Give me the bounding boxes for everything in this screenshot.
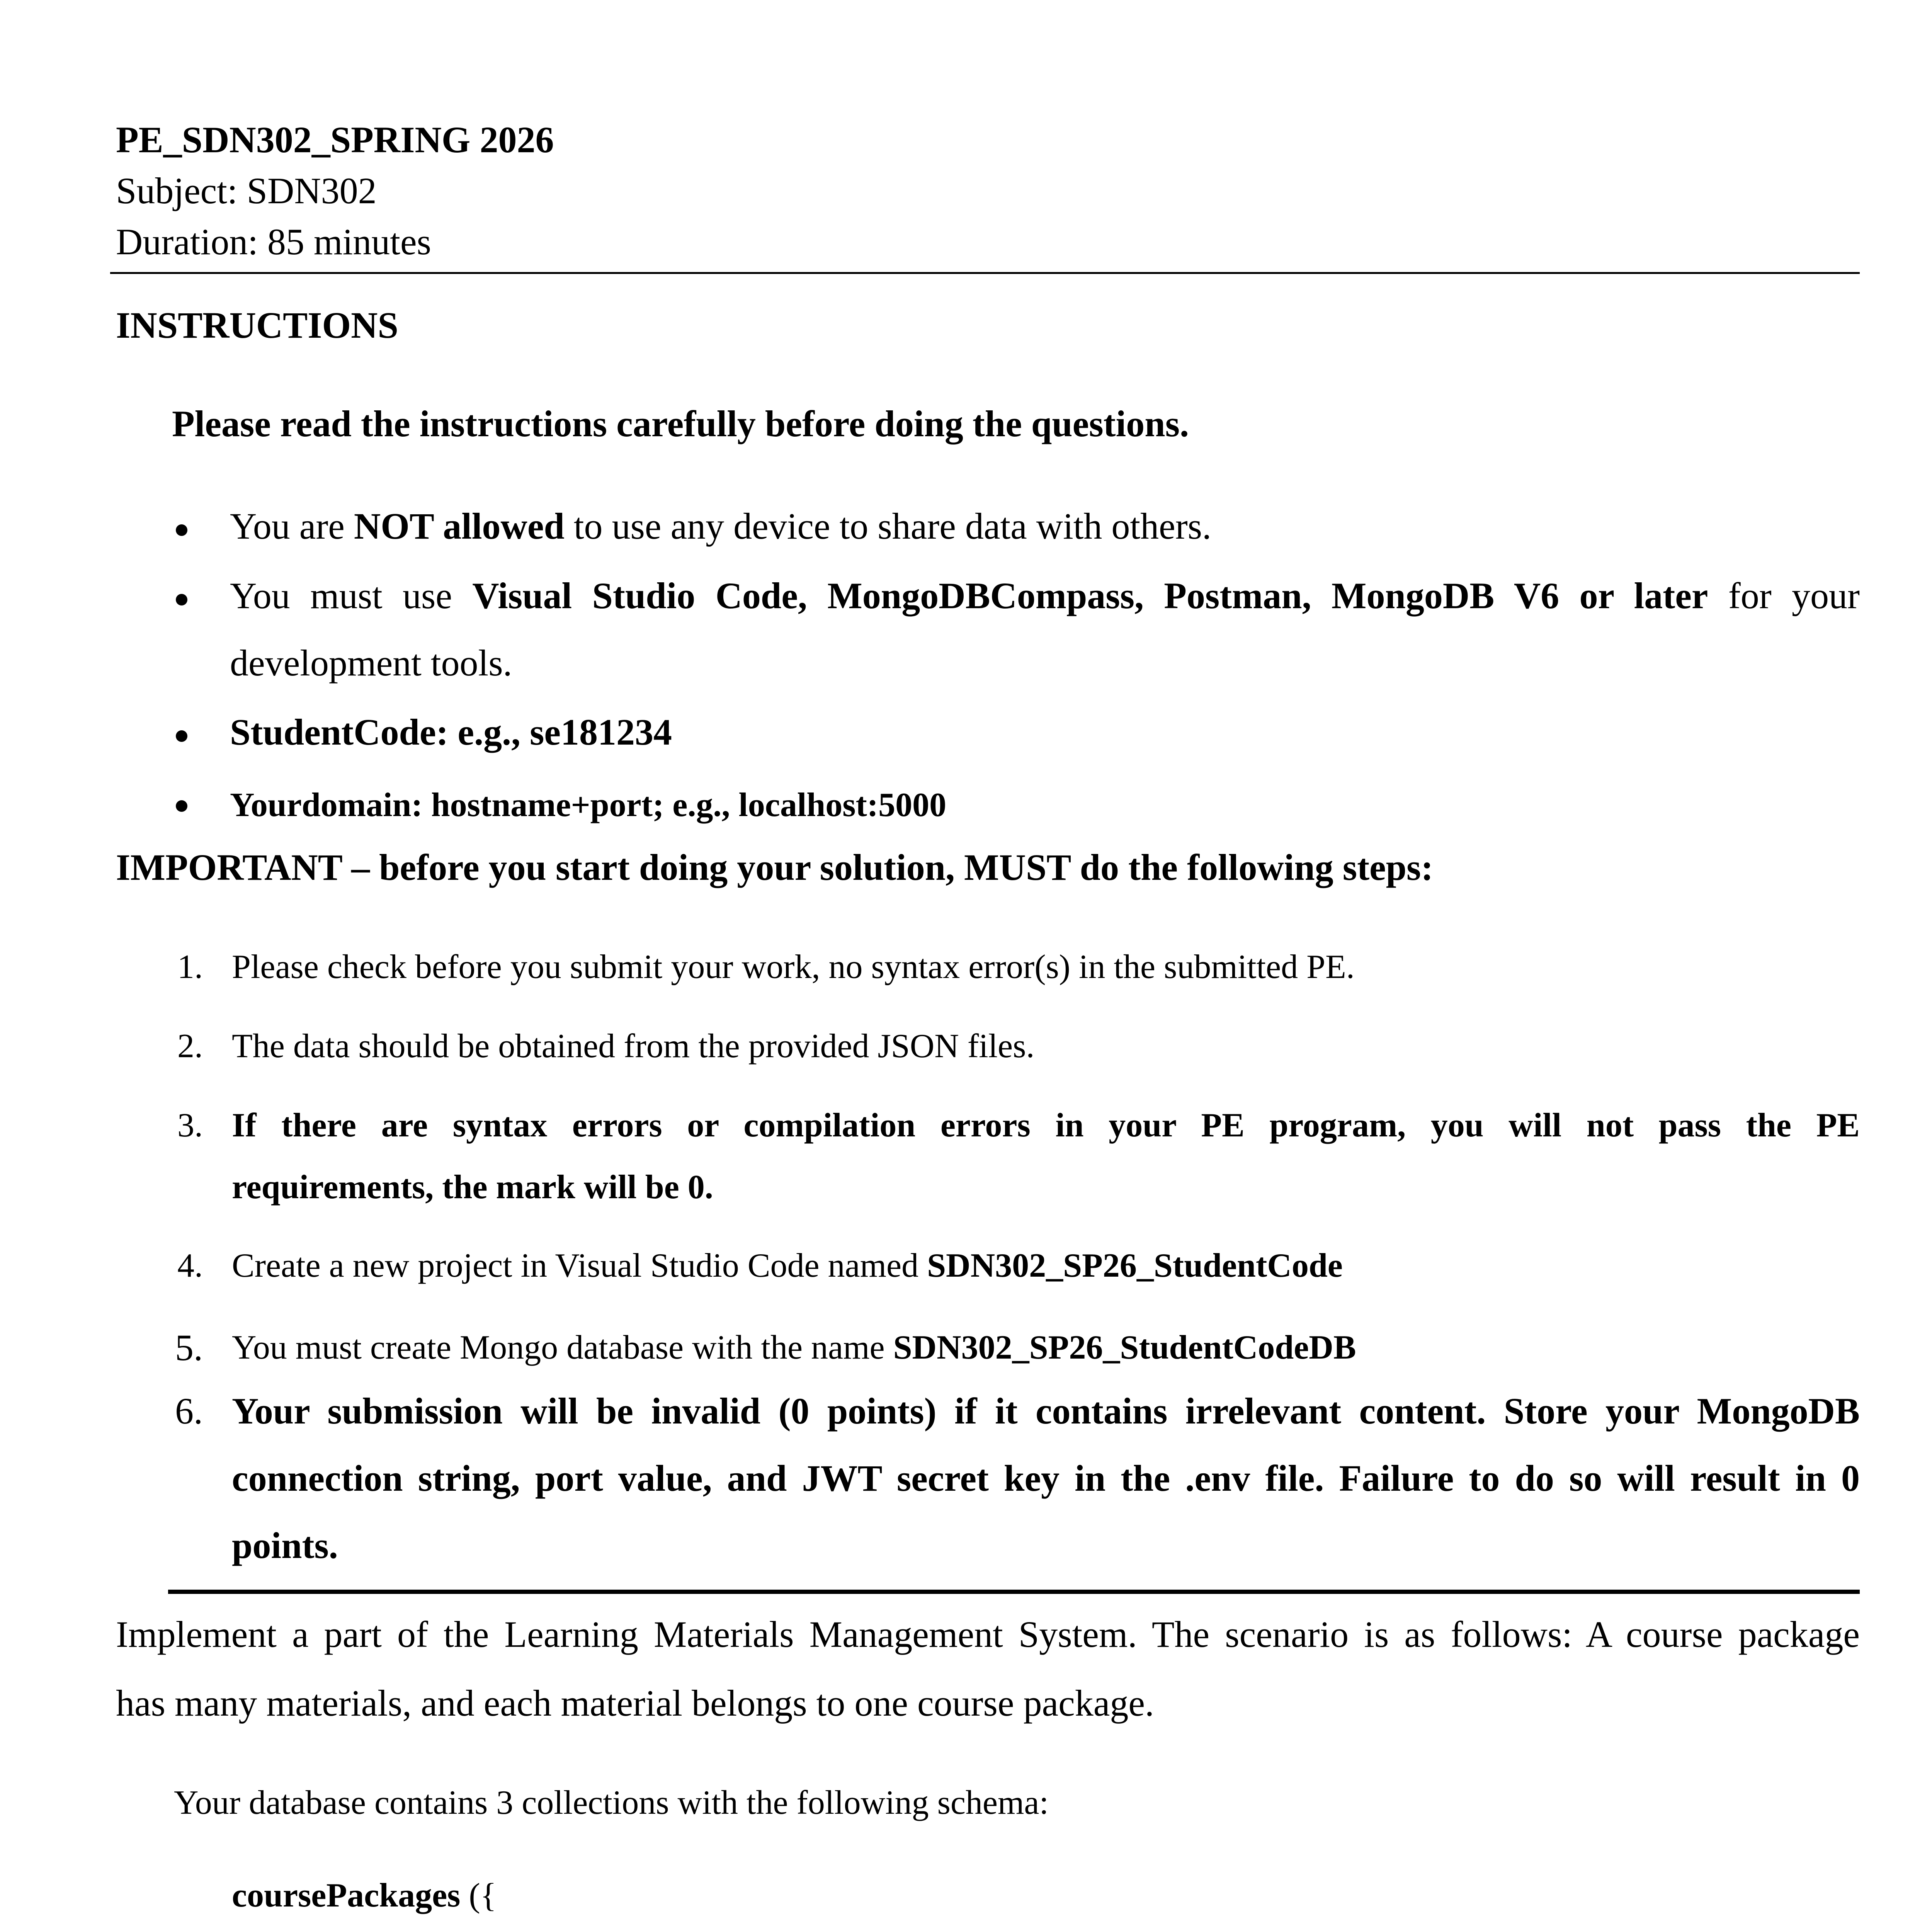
bullet-item-device	[230, 505, 1211, 548]
step-number: 5.	[175, 1327, 203, 1368]
bullet-item-tools-continued: development tools.	[230, 642, 512, 684]
step-text: If there are syntax errors or compilation errors in your PE program, you will not pass the PE	[232, 1107, 1860, 1144]
step-text: Your submission will be invalid (0 points) if it contains irrelevant content. Store your MongoDB	[232, 1390, 1860, 1432]
step-text: requirements, the mark will be 0.	[232, 1168, 713, 1206]
step-text: The data should be obtained from the provided JSON files.	[232, 1027, 1035, 1065]
section-divider	[168, 1590, 1860, 1594]
important-heading: IMPORTANT – before you start doing your solution, MUST do the following steps:	[116, 847, 1434, 888]
bullet-text: You must use	[230, 575, 473, 616]
step-text: Please check before you submit your work, no syntax error(s) in the submitted PE.	[232, 948, 1355, 986]
subject-line: Subject: SDN302	[116, 170, 377, 211]
bullet-text: You are	[230, 505, 354, 547]
step-number: 6.	[175, 1390, 203, 1432]
step-text: points.	[232, 1525, 338, 1566]
scenario-paragraph-line: Implement a part of the Learning Materials Management System. The scenario is as follows: A course package	[116, 1614, 1860, 1655]
step-text	[232, 1246, 1343, 1285]
exam-code: PE_SDN302_SPRING 2026	[116, 119, 554, 160]
bullet-dot	[176, 594, 187, 605]
step-number: 1.	[177, 948, 203, 986]
step-number: 2.	[177, 1027, 203, 1065]
header-divider	[110, 272, 1860, 274]
bullet-dot	[176, 524, 187, 536]
bullet-item-yourdomain: Yourdomain: hostname+port; e.g., localhost:5000	[230, 786, 947, 824]
schema-intro: Your database contains 3 collections with the following schema:	[174, 1784, 1049, 1821]
step-text-plain: Create a new project in Visual Studio Code named	[232, 1247, 927, 1284]
database-name: SDN302_SP26_StudentCodeDB	[893, 1329, 1356, 1366]
collection-name: coursePackages	[232, 1877, 461, 1914]
bullet-bold: Visual Studio Code, MongoDBCompass, Postman, MongoDB V6 or later	[472, 575, 1708, 616]
bullet-text: for your	[1708, 575, 1860, 616]
bullet-item-tools	[230, 574, 1860, 617]
step-text: connection string, port value, and JWT secret key in the .env file. Failure to do so will result in 0	[232, 1458, 1860, 1499]
bullet-item-studentcode: StudentCode: e.g., se181234	[230, 711, 672, 753]
instructions-heading: INSTRUCTIONS	[116, 304, 398, 346]
project-name: SDN302_SP26_StudentCode	[927, 1247, 1343, 1284]
step-number: 4.	[177, 1247, 203, 1284]
step-number: 3.	[177, 1107, 203, 1144]
scenario-paragraph-line: has many materials, and each material belongs to one course package.	[116, 1682, 1154, 1724]
collection-declaration	[232, 1876, 497, 1915]
collection-open: ({	[460, 1877, 497, 1914]
step-text	[232, 1328, 1356, 1367]
step-text-plain: You must create Mongo database with the name	[232, 1329, 893, 1366]
bullet-bold: NOT allowed	[354, 505, 565, 547]
bullet-dot	[176, 730, 187, 742]
duration-line: Duration: 85 minutes	[116, 221, 431, 262]
instructions-intro: Please read the instructions carefully before doing the questions.	[172, 403, 1189, 444]
bullet-text: to use any device to share data with others.	[564, 505, 1212, 547]
bullet-dot	[176, 800, 187, 812]
